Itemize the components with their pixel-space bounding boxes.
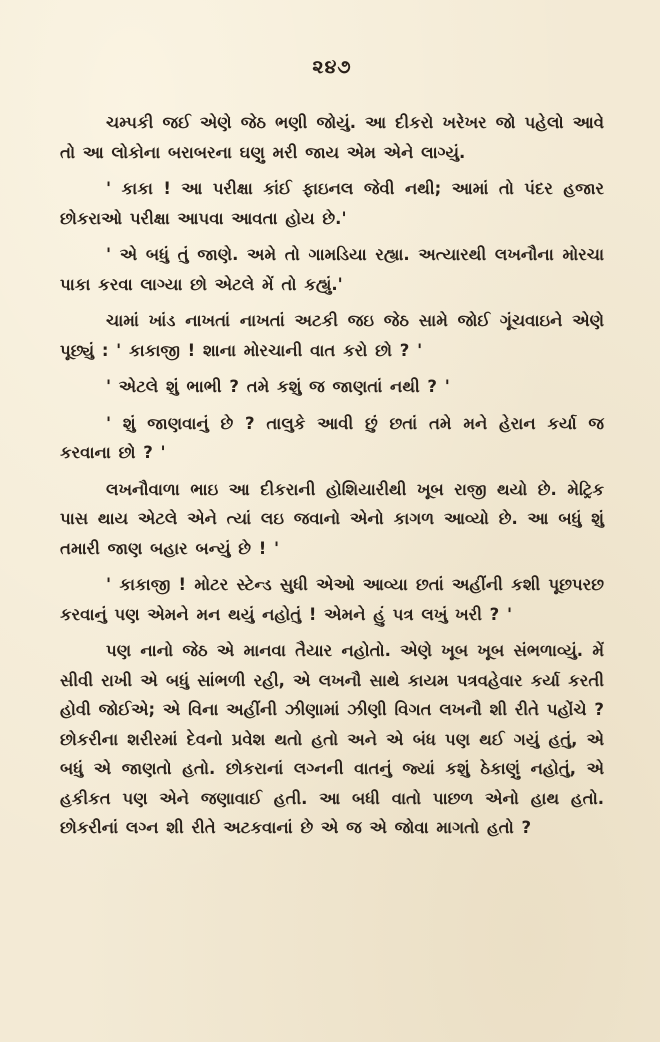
paragraph: ' કાકા ! આ પરીક્ષા કાંઈ ફાઇનલ જેવી નથી; આમાં તો પંદર હજાર છોકરાઓ પરીક્ષા આપવા આવતા હોય છે.' (60, 179, 604, 228)
paragraph: ' એ બધું તું જાણે. અમે તો ગામડિયા રહ્યા. અત્યારથી લખનૌના મોરચા પાકા કરવા લાગ્યા છો એટલે મેં તો કહ્યું.' (60, 245, 604, 294)
paragraph: ' કાકાજી ! મોટર સ્ટેન્ડ સુધી એઓ આવ્યા છતાં અહીંની કશી પૂછપરછ કરવાનું પણ એમને મન થયું નહોતું ! એમને હું પત્ર લખું ખરી ? ' (60, 575, 604, 624)
page-number: ૨૪૭ (312, 56, 352, 78)
paragraph: લખનૌવાળા ભાઇ આ દીકરાની હોશિયારીથી ખૂબ રાજી થયો છે. મેટ્રિક પાસ થાય એટલે એને ત્યાં લઇ જવાનો એનો કાગળ આવ્યો છે. આ બધું શું તમારી જાણ બહાર બન્યું છે ! ' (60, 479, 604, 558)
paragraph: ' એટલે શું ભાભી ? તમે કશું જ જાણતાં નથી ? ' (106, 377, 450, 396)
paragraph: પણ નાનો જેઠ એ માનવા તૈયાર નહોતો. એણે ખૂબ ખૂબ સંભળાવ્યું. મેં સીવી રાખી એ બધું સાંભળી રહી, એ લખનૌ સાથે કાયમ પત્રવહેવાર કર્યા કરતી હોવી જોઈએ; એ વિના અહીંની ઝીણામાં ઝીણી વિગત લખનૌ શી રીતે પહોંચે ? છોકરીના શરીરમાં દેવનો પ્રવેશ થતો હતો અને એ બંધ પણ થઈ ગયું હતું, એ બધું એ જાણતો હતો. છોકરાનાં લગ્નની વાતનું જ્યાં કશું ઠેકાણું નહોતું, એ હકીકત પણ એને જણાવાઈ હતી. આ બધી વાતો પાછળ એનો હાથ હતો. છોકરીનાં લગ્ન શી રીતે અટકવાનાં છે એ જ એ જોવા માગતો હતો ? (60, 641, 604, 837)
paragraph: ચામાં ખાંડ નાખતાં નાખતાં અટકી જઇ જેઠ સામે જોઈ ગૂંચવાઇને એણે પૂછ્યું : ' કાકાજી ! શાના મોરચાની વાત કરો છો ? ' (60, 311, 604, 360)
paragraph: ચમ્પકી જઈ એણે જેઠ ભણી જોયું. આ દીકરો ખરેખર જો પહેલો આવે તો આ લોકોના બરાબરના ઘણુ મરી જાય એમ એને લાગ્યું. (60, 113, 604, 162)
body-text (60, 108, 604, 843)
paragraph: ' શું જાણવાનું છે ? તાલુકે આવી છું છતાં તમે મને હેરાન કર્યા જ કરવાના છો ? ' (60, 413, 604, 462)
